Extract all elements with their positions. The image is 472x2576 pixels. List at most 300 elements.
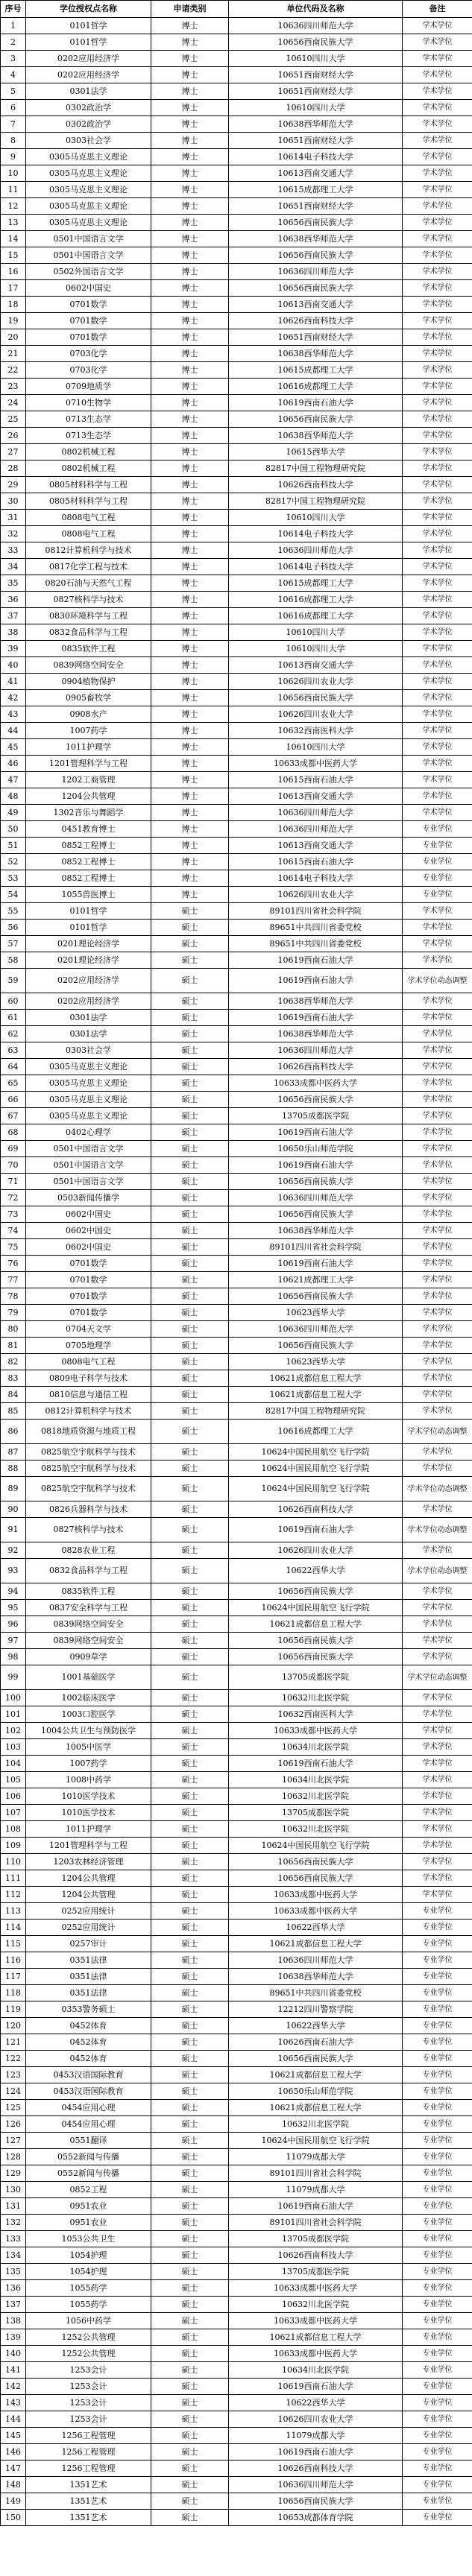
row-index: 116: [1, 1952, 26, 1969]
institution-name: 10615西华大学: [229, 444, 403, 461]
application-type: 博士: [151, 51, 229, 67]
program-name: 1201管理科学与工程: [26, 756, 151, 772]
application-type: 硕士: [151, 1690, 229, 1706]
row-index: 55: [1, 903, 26, 920]
program-name: 0951农业: [26, 2198, 151, 2215]
remark: 学术学位: [403, 116, 472, 133]
program-name: 0852工程: [26, 2182, 151, 2198]
application-type: 硕士: [151, 1477, 229, 1501]
row-index: 19: [1, 313, 26, 329]
institution-name: 10650乐山师范学院: [229, 2083, 403, 2100]
row-index: 103: [1, 1739, 26, 1756]
remark: 学术学位: [403, 133, 472, 149]
row-index: 45: [1, 739, 26, 756]
table-row: [1, 1010, 472, 1026]
institution-name: 10656西南民族大学: [229, 34, 403, 51]
row-index: 57: [1, 936, 26, 952]
table-row: [1, 1788, 472, 1805]
program-name: 0402心理学: [26, 1124, 151, 1141]
table-row: [1, 2247, 472, 2264]
application-type: 硕士: [151, 2034, 229, 2051]
row-index: 127: [1, 2133, 26, 2149]
program-name: 0701数学: [26, 313, 151, 329]
row-index: 101: [1, 1706, 26, 1723]
table-row: [1, 920, 472, 936]
table-row: [1, 1903, 472, 1920]
row-index: 82: [1, 1354, 26, 1370]
table-row: [1, 264, 472, 280]
row-index: 8: [1, 133, 26, 149]
application-type: 硕士: [151, 1583, 229, 1600]
application-type: 硕士: [151, 1501, 229, 1518]
application-type: 博士: [151, 231, 229, 247]
table-row: [1, 2001, 472, 2018]
application-type: 博士: [151, 149, 229, 165]
remark: 学术学位动态调整: [403, 1518, 472, 1542]
remark: 学术学位: [403, 1370, 472, 1387]
table-row: [1, 690, 472, 706]
program-name: 1351艺术: [26, 2510, 151, 2526]
institution-name: 10614电子科技大学: [229, 149, 403, 165]
program-name: 0502外国语言文学: [26, 264, 151, 280]
remark: 学术学位: [403, 1821, 472, 1838]
program-name: 1204公共管理: [26, 1887, 151, 1903]
table-row: [1, 1026, 472, 1042]
table-row: [1, 1075, 472, 1092]
remark: 学术学位: [403, 756, 472, 772]
table-row: [1, 706, 472, 723]
row-index: 78: [1, 1288, 26, 1305]
application-type: 博士: [151, 165, 229, 182]
table-row: [1, 1690, 472, 1706]
institution-name: 10633成都中医药大学: [229, 2346, 403, 2362]
institution-name: 10636四川师范大学: [229, 821, 403, 838]
institution-name: 10626四川农业大学: [229, 887, 403, 903]
program-name: 0552新闻与传播: [26, 2149, 151, 2165]
remark: 学术学位: [403, 1583, 472, 1600]
program-name: 0453汉语国际教育: [26, 2083, 151, 2100]
row-index: 33: [1, 542, 26, 559]
table-row: [1, 1108, 472, 1124]
row-index: 39: [1, 641, 26, 657]
institution-name: 12212四川警察学院: [229, 2001, 403, 2018]
table-row: [1, 83, 472, 100]
program-name: 1253会计: [26, 2395, 151, 2411]
remark: 学术学位: [403, 1854, 472, 1870]
row-index: 64: [1, 1059, 26, 1075]
application-type: 博士: [151, 674, 229, 690]
application-type: 硕士: [151, 2510, 229, 2526]
remark: 专业学位: [403, 1920, 472, 1936]
institution-name: 10613西南交通大学: [229, 297, 403, 313]
row-index: 40: [1, 657, 26, 674]
program-name: 0303社会学: [26, 1042, 151, 1059]
remark: 学术学位: [403, 592, 472, 608]
institution-name: 10613西南交通大学: [229, 788, 403, 805]
table-row: [1, 526, 472, 542]
application-type: 博士: [151, 706, 229, 723]
application-type: 硕士: [151, 2083, 229, 2100]
table-row: [1, 1821, 472, 1838]
institution-name: 10656西南民族大学: [229, 1206, 403, 1223]
program-name: 0303社会学: [26, 133, 151, 149]
application-type: 硕士: [151, 1887, 229, 1903]
program-name: 0905畜牧学: [26, 690, 151, 706]
remark: 专业学位: [403, 2231, 472, 2247]
application-type: 博士: [151, 542, 229, 559]
application-type: 硕士: [151, 1239, 229, 1256]
application-type: 硕士: [151, 920, 229, 936]
header-institution: 单位代码及名称: [229, 1, 403, 18]
institution-name: 10624中国民用航空飞行学院: [229, 1477, 403, 1501]
application-type: 硕士: [151, 1649, 229, 1665]
institution-name: 10615成都理工大学: [229, 575, 403, 592]
remark: 学术学位: [403, 1338, 472, 1354]
program-name: 1054护理: [26, 2247, 151, 2264]
application-type: 硕士: [151, 903, 229, 920]
row-index: 7: [1, 116, 26, 133]
institution-name: 10616成都理工大学: [229, 592, 403, 608]
remark: 学术学位: [403, 1616, 472, 1633]
row-index: 130: [1, 2182, 26, 2198]
remark: 学术学位动态调整: [403, 1477, 472, 1501]
remark: 专业学位: [403, 2149, 472, 2165]
application-type: 硕士: [151, 1075, 229, 1092]
table-row: [1, 1288, 472, 1305]
application-type: 博士: [151, 641, 229, 657]
application-type: 博士: [151, 215, 229, 231]
remark: 学术学位: [403, 788, 472, 805]
row-index: 76: [1, 1256, 26, 1272]
row-index: 59: [1, 969, 26, 993]
institution-name: 10633成都中医药大学: [229, 1723, 403, 1739]
row-index: 144: [1, 2411, 26, 2428]
program-name: 0703化学: [26, 362, 151, 379]
row-index: 17: [1, 280, 26, 297]
remark: 学术学位: [403, 1239, 472, 1256]
remark: 学术学位: [403, 526, 472, 542]
row-index: 92: [1, 1542, 26, 1559]
institution-name: 10619西南石油大学: [229, 1256, 403, 1272]
row-index: 117: [1, 1969, 26, 1985]
table-row: [1, 2444, 472, 2461]
program-name: 1010医学技术: [26, 1805, 151, 1821]
institution-name: 10651西南财经大学: [229, 198, 403, 215]
institution-name: 10622西华大学: [229, 1559, 403, 1583]
remark: 学术学位: [403, 461, 472, 477]
row-index: 98: [1, 1649, 26, 1665]
table-row: [1, 247, 472, 264]
program-name: 0501中国语言文学: [26, 231, 151, 247]
program-name: 0832食品科学与工程: [26, 624, 151, 641]
row-index: 74: [1, 1223, 26, 1239]
application-type: 博士: [151, 379, 229, 395]
application-type: 博士: [151, 297, 229, 313]
table-row: [1, 2231, 472, 2247]
remark: 学术学位: [403, 1739, 472, 1756]
institution-name: 13705成都医学院: [229, 1805, 403, 1821]
remark: 学术学位: [403, 1805, 472, 1821]
institution-name: 10623西华大学: [229, 1305, 403, 1321]
institution-name: 89101四川省社会科学院: [229, 1239, 403, 1256]
table-row: [1, 2182, 472, 2198]
application-type: 硕士: [151, 1256, 229, 1272]
row-index: 38: [1, 624, 26, 641]
institution-name: 10656西南民族大学: [229, 1854, 403, 1870]
remark: 专业学位: [403, 2215, 472, 2231]
program-name: 0951农业: [26, 2215, 151, 2231]
institution-name: 10622西华大学: [229, 2018, 403, 2034]
institution-name: 10626西南科技大学: [229, 1059, 403, 1075]
table-row: [1, 1518, 472, 1542]
row-index: 136: [1, 2280, 26, 2297]
application-type: 博士: [151, 264, 229, 280]
application-type: 硕士: [151, 2461, 229, 2477]
row-index: 145: [1, 2428, 26, 2444]
program-name: 1252公共管理: [26, 2329, 151, 2346]
institution-name: 10621成都信息工程大学: [229, 1936, 403, 1952]
remark: 专业学位: [403, 2116, 472, 2133]
table-row: [1, 2165, 472, 2182]
program-name: 0802机械工程: [26, 444, 151, 461]
institution-name: 10619西南石油大学: [229, 952, 403, 969]
application-type: 硕士: [151, 1616, 229, 1633]
row-index: 21: [1, 346, 26, 362]
table-row: [1, 2133, 472, 2149]
program-name: 0351法律: [26, 1952, 151, 1969]
institution-name: 10636四川师范大学: [229, 1190, 403, 1206]
table-row: [1, 2493, 472, 2510]
application-type: 博士: [151, 247, 229, 264]
table-row: [1, 1387, 472, 1403]
program-name: 0908水产: [26, 706, 151, 723]
row-index: 22: [1, 362, 26, 379]
institution-name: 10624中国民用航空飞行学院: [229, 1461, 403, 1477]
institution-name: 89101四川省社会科学院: [229, 2165, 403, 2182]
program-name: 0802机械工程: [26, 461, 151, 477]
remark: 专业学位: [403, 2083, 472, 2100]
institution-name: 10626四川农业大学: [229, 674, 403, 690]
table-header: [1, 1, 472, 18]
row-index: 14: [1, 231, 26, 247]
remark: 学术学位: [403, 723, 472, 739]
remark: 学术学位: [403, 100, 472, 116]
program-name: 1302音乐与舞蹈学: [26, 805, 151, 821]
remark: 学术学位: [403, 674, 472, 690]
table-row: [1, 1985, 472, 2001]
application-type: 硕士: [151, 1821, 229, 1838]
program-name: 0812计算机科学与技术: [26, 1403, 151, 1420]
table-row: [1, 887, 472, 903]
table-row: [1, 1920, 472, 1936]
remark: 学术学位: [403, 247, 472, 264]
row-index: 114: [1, 1920, 26, 1936]
remark: 专业学位: [403, 821, 472, 838]
program-name: 0827核科学与技术: [26, 592, 151, 608]
program-name: 0101哲学: [26, 920, 151, 936]
remark: 学术学位: [403, 1108, 472, 1124]
application-type: 硕士: [151, 2395, 229, 2411]
row-index: 132: [1, 2215, 26, 2231]
table-row: [1, 461, 472, 477]
institution-name: 10633成都中医药大学: [229, 1075, 403, 1092]
remark: 学术学位: [403, 1870, 472, 1887]
program-name: 1053公共卫生: [26, 2231, 151, 2247]
application-type: 博士: [151, 526, 229, 542]
row-index: 32: [1, 526, 26, 542]
program-name: 1351艺术: [26, 2477, 151, 2493]
table-row: [1, 1042, 472, 1059]
remark: 学术学位: [403, 1387, 472, 1403]
application-type: 硕士: [151, 2297, 229, 2313]
program-name: 1055药学: [26, 2280, 151, 2297]
table-row: [1, 2116, 472, 2133]
row-index: 135: [1, 2264, 26, 2280]
row-index: 110: [1, 1854, 26, 1870]
institution-name: 10614电子科技大学: [229, 870, 403, 887]
remark: 专业学位: [403, 887, 472, 903]
application-type: 硕士: [151, 1174, 229, 1190]
table-row: [1, 346, 472, 362]
application-type: 硕士: [151, 1870, 229, 1887]
program-name: 1256工程管理: [26, 2461, 151, 2477]
row-index: 97: [1, 1633, 26, 1649]
remark: 学术学位: [403, 1305, 472, 1321]
remark: 专业学位: [403, 1903, 472, 1920]
application-type: 硕士: [151, 1739, 229, 1756]
program-name: 0101哲学: [26, 34, 151, 51]
remark: 学术学位: [403, 313, 472, 329]
program-name: 0805材料科学与工程: [26, 493, 151, 510]
row-index: 93: [1, 1559, 26, 1583]
table-row: [1, 1969, 472, 1985]
row-index: 66: [1, 1092, 26, 1108]
remark: 学术学位: [403, 542, 472, 559]
institution-name: 10615西南石油大学: [229, 772, 403, 788]
row-index: 108: [1, 1821, 26, 1838]
table-row: [1, 2428, 472, 2444]
remark: 学术学位: [403, 395, 472, 411]
row-index: 120: [1, 2018, 26, 2034]
program-name: 1253会计: [26, 2411, 151, 2428]
row-index: 28: [1, 461, 26, 477]
remark: 学术学位动态调整: [403, 1420, 472, 1444]
row-index: 35: [1, 575, 26, 592]
application-type: 硕士: [151, 1420, 229, 1444]
row-index: 5: [1, 83, 26, 100]
program-name: 0826兵器科学与技术: [26, 1501, 151, 1518]
program-name: 0909草学: [26, 1649, 151, 1665]
row-index: 43: [1, 706, 26, 723]
remark: 学术学位: [403, 1157, 472, 1174]
table-row: [1, 100, 472, 116]
program-name: 0305马克思主义理论: [26, 215, 151, 231]
application-type: 博士: [151, 887, 229, 903]
row-index: 128: [1, 2149, 26, 2165]
institution-name: 10619西南石油大学: [229, 1124, 403, 1141]
application-type: 硕士: [151, 1756, 229, 1772]
remark: 学术学位: [403, 1321, 472, 1338]
institution-name: 10636四川师范大学: [229, 1321, 403, 1338]
program-name: 0202应用经济学: [26, 969, 151, 993]
program-name: 0452体育: [26, 2034, 151, 2051]
institution-name: 10632川北医学院: [229, 1821, 403, 1838]
row-index: 9: [1, 149, 26, 165]
row-index: 60: [1, 993, 26, 1010]
remark: 学术学位: [403, 1272, 472, 1288]
table-row: [1, 2051, 472, 2067]
row-index: 111: [1, 1870, 26, 1887]
remark: 专业学位: [403, 2329, 472, 2346]
remark: 学术学位: [403, 1256, 472, 1272]
remark: 学术学位: [403, 1444, 472, 1461]
table-row: [1, 788, 472, 805]
remark: 学术学位: [403, 1542, 472, 1559]
table-row: [1, 1141, 472, 1157]
row-index: 1: [1, 18, 26, 34]
program-name: 0701数学: [26, 297, 151, 313]
program-name: 1056中药学: [26, 2313, 151, 2329]
remark: 学术学位: [403, 1772, 472, 1788]
remark: 学术学位: [403, 1206, 472, 1223]
institution-name: 10653成都体育学院: [229, 2510, 403, 2526]
application-type: 硕士: [151, 1338, 229, 1354]
institution-name: 13705成都医学院: [229, 2264, 403, 2280]
table-row: [1, 2379, 472, 2395]
table-row: [1, 805, 472, 821]
remark: 学术学位: [403, 329, 472, 346]
row-index: 26: [1, 428, 26, 444]
application-type: 硕士: [151, 2133, 229, 2149]
table-row: [1, 1420, 472, 1444]
application-type: 硕士: [151, 2247, 229, 2264]
application-type: 博士: [151, 592, 229, 608]
application-type: 博士: [151, 444, 229, 461]
table-row: [1, 18, 472, 34]
table-row: [1, 993, 472, 1010]
institution-name: 10610四川大学: [229, 641, 403, 657]
program-name: 0808电气工程: [26, 510, 151, 526]
row-index: 124: [1, 2083, 26, 2100]
table-body: [1, 18, 472, 2526]
row-index: 46: [1, 756, 26, 772]
program-name: 0835软件工程: [26, 641, 151, 657]
institution-name: 10614电子科技大学: [229, 526, 403, 542]
table-row: [1, 1600, 472, 1616]
remark: 学术学位: [403, 1223, 472, 1239]
program-name: 0305马克思主义理论: [26, 1059, 151, 1075]
remark: 学术学位: [403, 706, 472, 723]
table-row: [1, 1805, 472, 1821]
application-type: 博士: [151, 772, 229, 788]
remark: 学术学位: [403, 67, 472, 83]
application-type: 博士: [151, 83, 229, 100]
institution-name: 10610四川大学: [229, 100, 403, 116]
institution-name: 10638西华师范大学: [229, 1223, 403, 1239]
program-name: 0602中国史: [26, 280, 151, 297]
table-row: [1, 1256, 472, 1272]
table-row: [1, 1206, 472, 1223]
table-row: [1, 2313, 472, 2329]
institution-name: 10621成都信息工程大学: [229, 1387, 403, 1403]
application-type: 硕士: [151, 1665, 229, 1690]
remark: 学术学位: [403, 1010, 472, 1026]
row-index: 47: [1, 772, 26, 788]
table-row: [1, 575, 472, 592]
institution-name: 10632西南医科大学: [229, 1706, 403, 1723]
table-row: [1, 1887, 472, 1903]
program-name: 0825航空宇航科学与技术: [26, 1461, 151, 1477]
